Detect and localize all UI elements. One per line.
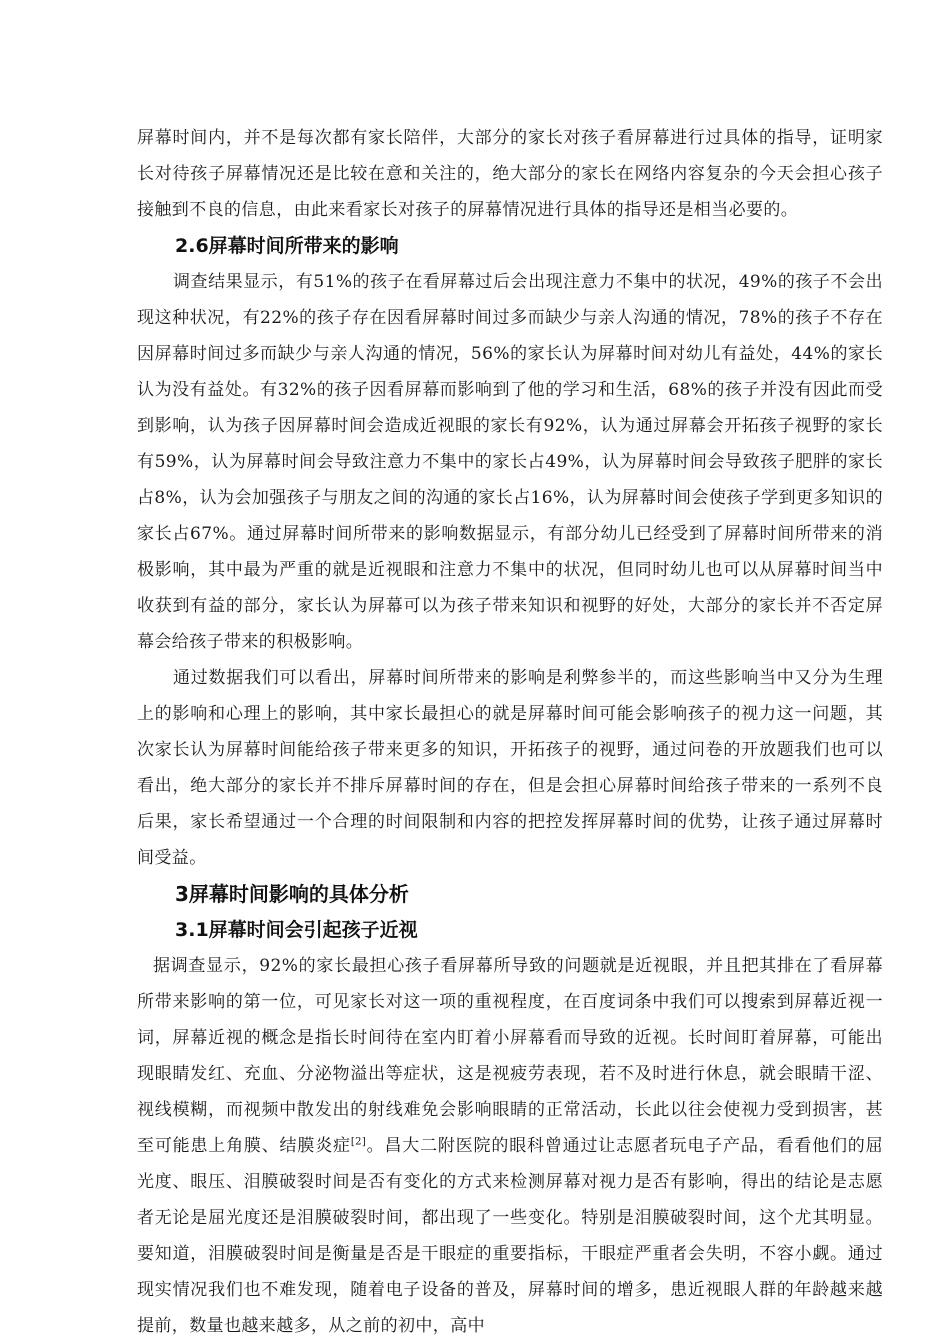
paragraph-survey-results: 调查结果显示，有51%的孩子在看屏幕过后会出现注意力不集中的状况，49%的孩子不会出现这种状况，有22%的孩子存在因看屏幕时间过多而缺少与亲人沟通的情况，78%的孩子不存在因屏幕时间过多而缺少与亲人沟通的情况，56%的家长认为屏幕时间对幼儿有益处，44%的家长认为没有益处。有32%的孩子因看屏幕而影响到了他的学习和生活，68%的孩子并没有因此而受到影响，认为孩子因屏幕时间会造成近视眼的家长有92%，认为通过屏幕会开拓孩子视野的家长有59%，认为屏幕时间会导致注意力不集中的家长占49%，认为屏幕时间会导致孩子肥胖的家长占8%，认为会加强孩子与朋友之间的沟通的家长占16%，认为屏幕时间会使孩子学到更多知识的家长占67%。通过屏幕时间所带来的影响数据显示，有部分幼儿已经受到了屏幕时间所带来的消极影响，其中最为严重的就是近视眼和注意力不集中的状况，但同时幼儿也可以从屏幕时间当中收获到有益的部分，家长认为屏幕可以为孩子带来知识和视野的好处，大部分的家长并不否定屏幕会给孩子带来的积极影响。 — [137, 272, 883, 652]
citation-reference: [2] — [350, 1136, 367, 1148]
section-heading-2-6: 2.6屏幕时间所带来的影响 — [175, 235, 399, 257]
section-heading-3-1: 3.1屏幕时间会引起孩子近视 — [175, 919, 418, 941]
section-heading-3: 3屏幕时间影响的具体分析 — [175, 882, 409, 906]
paragraph-continuation: 屏幕时间内，并不是每次都有家长陪伴，大部分的家长对孩子看屏幕进行过具体的指导，证明家长对待孩子屏幕情况还是比较在意和关注的，绝大部分的家长在网络内容复杂的今天会担心孩子接触到不良的信息，由此来看家长对孩子的屏幕情况进行具体的指导还是相当必要的。 — [137, 128, 883, 220]
paragraph-myopia-text-before-ref: 据调查显示，92%的家长最担心孩子看屏幕所导致的问题就是近视眼，并且把其排在了看屏幕所带来影响的第一位，可见家长对这一项的重视程度，在百度词条中我们可以搜索到屏幕近视一词，屏幕近视的概念是指长时间待在室内盯着小屏幕看而导致的近视。长时间盯着屏幕，可能出现眼睛发红、充血、分泌物溢出等症状，这是视疲劳表现，若不及时进行休息，就会眼睛干涩、视线模糊，而视频中散发出的射线难免会影响眼睛的正常活动，长此以往会使视力受到损害，甚至可能患上角膜、结膜炎症 — [137, 956, 883, 1156]
paragraph-data-analysis: 通过数据我们可以看出，屏幕时间所带来的影响是利弊参半的，而这些影响当中又分为生理上的影响和心理上的影响，其中家长最担心的就是屏幕时间可能会影响孩子的视力这一问题，其次家长认为屏幕时间能给孩子带来更多的知识，开拓孩子的视野，通过问卷的开放题我们也可以看出，绝大部分的家长并不排斥屏幕时间的存在，但是会担心屏幕时间给孩子带来的一系列不良后果，家长希望通过一个合理的时间限制和内容的把控发挥屏幕时间的优势，让孩子通过屏幕时间受益。 — [137, 668, 883, 868]
document-body — [137, 120, 883, 1344]
paragraph-myopia — [137, 948, 883, 1344]
paragraph-myopia-text-after-ref: 。昌大二附医院的眼科曾通过让志愿者玩电子产品，看看他们的屈光度、眼压、泪膜破裂时间是否有变化的方式来检测屏幕对视力是否有影响，得出的结论是志愿者无论是屈光度还是泪膜破裂时间，都出现了一些变化。特别是泪膜破裂时间，这个尤其明显。要知道，泪膜破裂时间是衡量是否是干眼症的重要指标，干眼症严重者会失明，不容小觑。通过现实情况我们也不难发现，随着电子设备的普及，屏幕时间的增多，患近视眼人群的年龄越来越提前，数量也越来越多，从之前的初中，高中 — [137, 1136, 883, 1336]
